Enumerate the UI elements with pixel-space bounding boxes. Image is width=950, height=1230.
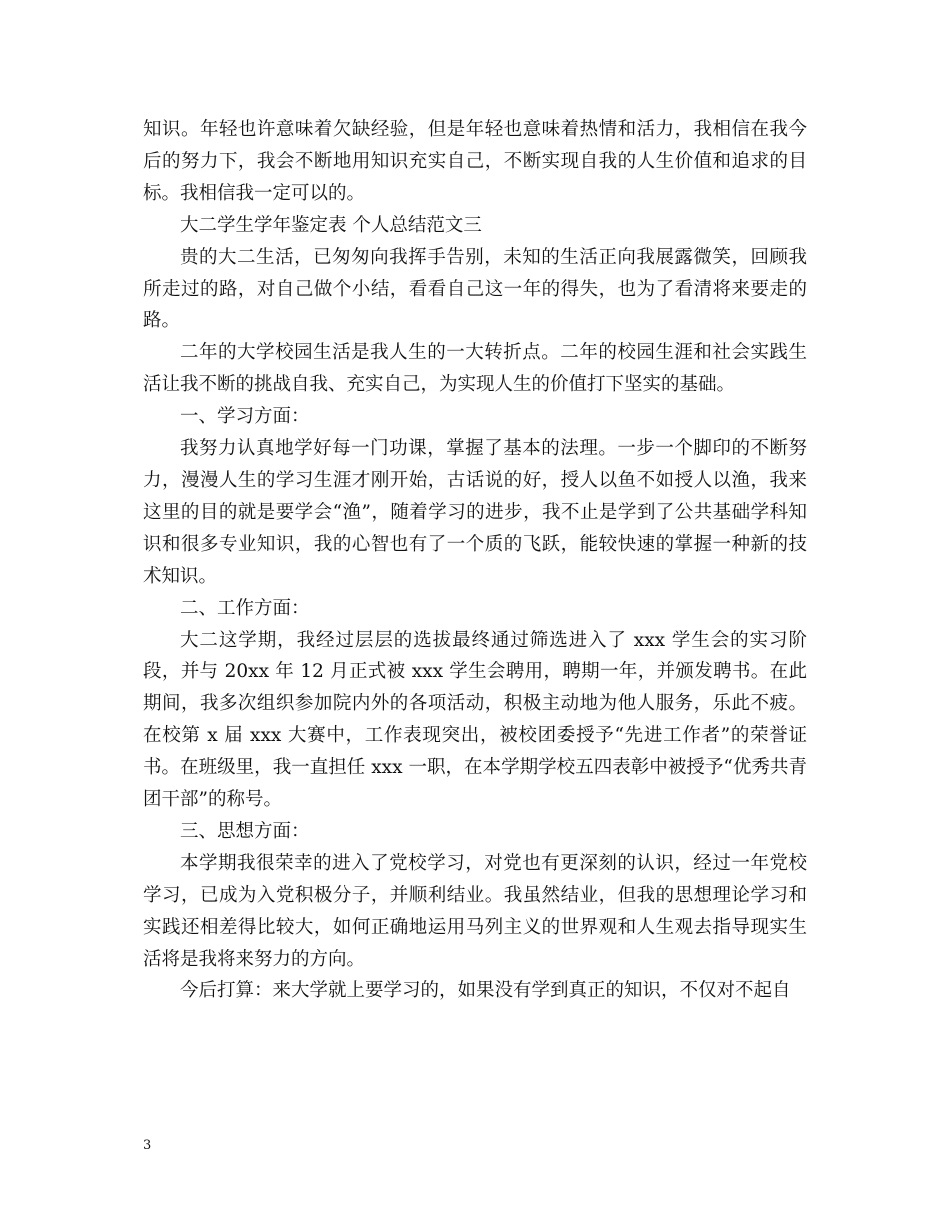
heading-thought: 三、思想方面： xyxy=(180,820,310,842)
page-number: 3 xyxy=(143,1138,152,1153)
paragraph-future-plan: 今后打算：来大学就上要学习的，如果没有学到真正的知识，不仅对不起自 xyxy=(180,980,791,1002)
paragraph-turning-point: 二年的大学校园生活是我人生的一大转折点。二年的校园生涯和社会实践生活让我不断的挑战自我、充实自己，为实现人生的价值打下坚实的基础。 xyxy=(143,342,807,396)
paragraph-thought: 本学期我很荣幸的进入了党校学习，对党也有更深刻的认识，经过一年党校学习，已成为入党积极分子，并顺利结业。我虽然结业，但我的思想理论学习和实践还相差得比较大，如何正确地运用马列主义的世界观和人生观去指导现实生活将是我将来努力的方向。 xyxy=(143,852,807,970)
heading-work: 二、工作方面： xyxy=(180,597,310,619)
section-title: 大二学生学年鉴定表 个人总结范文三 xyxy=(180,214,482,236)
paragraph-work: 大二这学期，我经过层层的选拔最终通过筛选进入了 xxx 学生会的实习阶段，并与 20xx 年 12 月正式被 xxx 学生会聘用，聘期一年，并颁发聘书。在此期间，我多次组织参加院内外的各项活动，积极主动地为他人服务，乐此不疲。在校第 x 届 xxx 大赛中，工作表现突出，被校团委授予“先进工作者”的荣誉证书。在班级里，我一直担任 xxx 一职，在本学期学校五四表彰中被授予“优秀共青团干部”的称号。 xyxy=(143,629,807,811)
document-body xyxy=(143,114,807,1007)
paragraph-continuation: 知识。年轻也许意味着欠缺经验，但是年轻也意味着热情和活力，我相信在我今后的努力下，我会不断地用知识充实自己，不断实现自我的人生价值和追求的目标。我相信我一定可以的。 xyxy=(143,119,807,204)
heading-study: 一、学习方面： xyxy=(180,406,310,428)
paragraph-study: 我努力认真地学好每一门功课，掌握了基本的法理。一步一个脚印的不断努力，漫漫人生的学习生涯才刚开始，古话说的好，授人以鱼不如授人以渔，我来这里的目的就是要学会“渔”，随着学习的进步，我不止是学到了公共基础学科知识和很多专业知识，我的心智也有了一个质的飞跃，能较快速的掌握一种新的技术知识。 xyxy=(143,438,807,587)
paragraph-intro: 贵的大二生活，已匆匆向我挥手告别，未知的生活正向我展露微笑，回顾我所走过的路，对自己做个小结，看看自己这一年的得失，也为了看清将来要走的路。 xyxy=(143,246,807,332)
